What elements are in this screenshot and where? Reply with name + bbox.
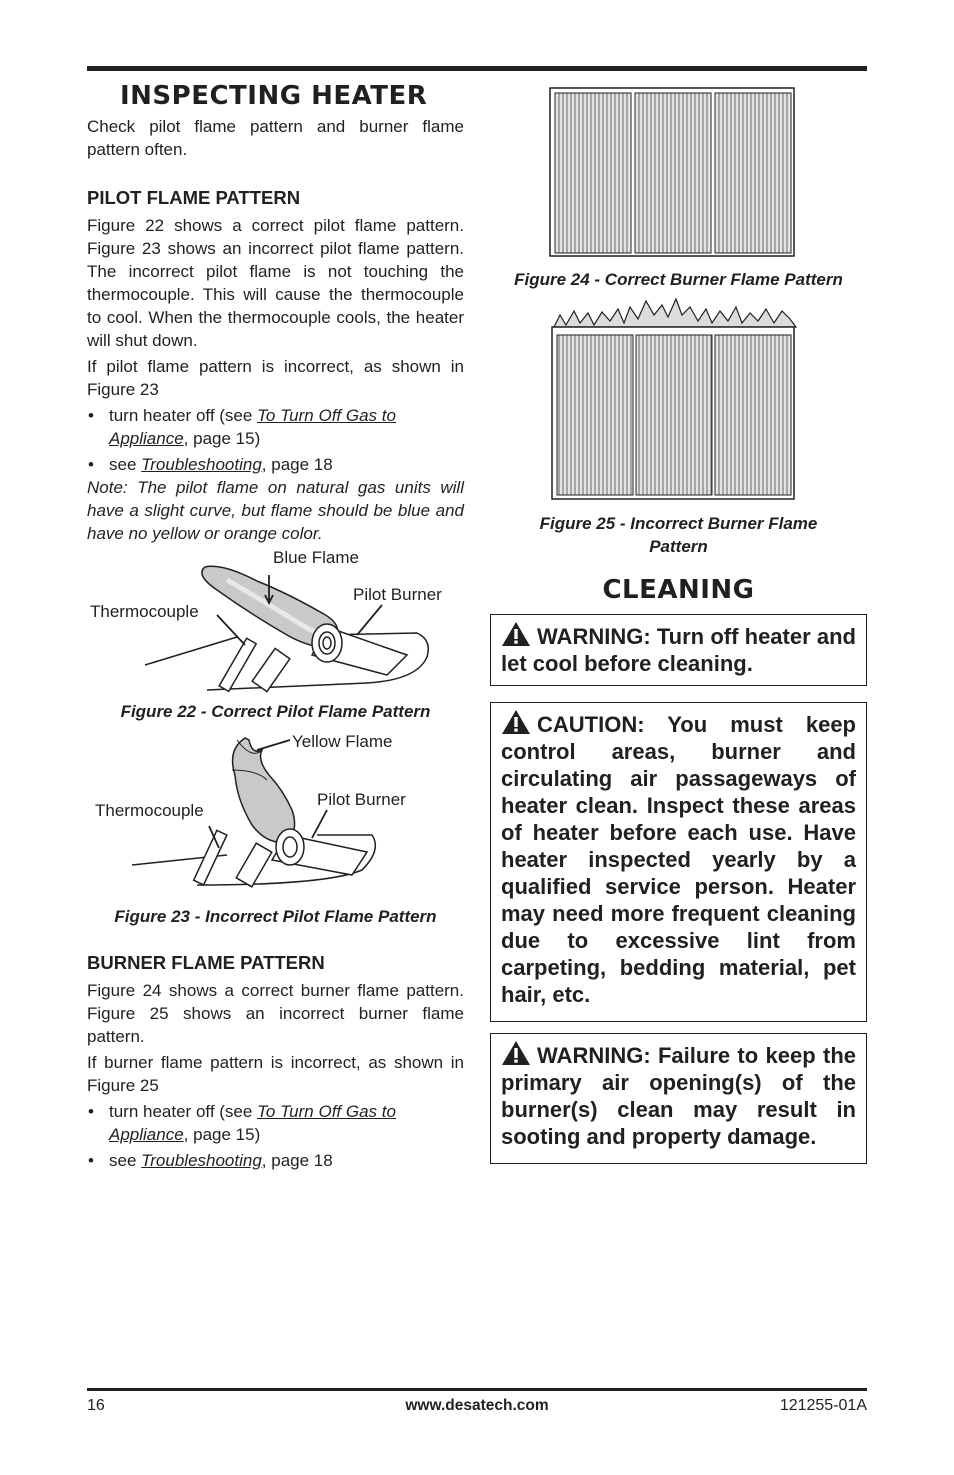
burner-paragraph-2: If burner flame pattern is incorrect, as shown in Figure 25 (87, 1053, 464, 1095)
warning-triangle-icon (501, 621, 531, 647)
bullet-dot: • (88, 406, 94, 425)
pilot-burner-label: Pilot Burner (353, 585, 442, 604)
figure-23-caption: Figure 23 - Incorrect Pilot Flame Pattern (114, 907, 437, 926)
burner-paragraph-1: Figure 24 shows a correct burner flame pattern. Figure 25 shows an incorrect burner flame pattern. (87, 981, 464, 1046)
bullet-text (109, 453, 333, 476)
pilot-flame-correct-illustration (87, 545, 464, 695)
top-rule (87, 66, 867, 71)
burner-bullet-1 (87, 1100, 464, 1146)
bullet-text (109, 404, 464, 450)
bullet-text (109, 1149, 333, 1172)
bullet-dot: • (88, 1102, 94, 1121)
warning-triangle-icon (501, 1040, 531, 1066)
pilot-note: Note: The pilot flame on natural gas units will have a slight curve, but flame should be blue and have no yellow or orange color. (87, 478, 464, 543)
thermocouple-label: Thermocouple (90, 602, 199, 621)
thermocouple-label: Thermocouple (95, 801, 204, 820)
burner-flame-heading: BURNER FLAME PATTERN (87, 952, 325, 973)
cleaning-title: CLEANING (602, 575, 755, 605)
blue-flame-label: Blue Flame (273, 548, 359, 567)
warning-triangle-icon (501, 709, 531, 735)
burner-section (87, 951, 464, 1172)
bullet-text-post: , page 18 (261, 1151, 333, 1170)
pilot-burner-label: Pilot Burner (317, 790, 406, 809)
page-number: 16 (87, 1397, 105, 1414)
warning-sooting-box (490, 1033, 867, 1164)
caution-text: CAUTION: You must keep control areas, burner and circulating air passageways of heater clean. Inspect these areas of heater before each use. Have heater inspected yearly by a qualified service person. Heater may need more frequent cleaning due to excessive lint from carpeting, bedding material, pet hair, etc. (501, 712, 856, 1007)
figure-24-caption: Figure 24 - Correct Burner Flame Pattern (514, 270, 843, 289)
bullet-text-post: , page 18 (261, 455, 333, 474)
warning-sooting-text: WARNING: Failure to keep the primary air opening(s) of the burner(s) clean may result in sooting and property damage. (501, 1043, 856, 1149)
bullet-text-pre: turn heater off (see (109, 406, 258, 425)
website-link[interactable]: www.desatech.com (405, 1397, 549, 1414)
pilot-paragraph-1: Figure 22 shows a correct pilot flame pattern. Figure 23 shows an incorrect pilot flame pattern. The incorrect pilot flame is not touching the thermocouple. This will cause the thermocouple to cool. When the thermocouple cools, the heater will shut down. (87, 216, 464, 350)
burner-correct-illustration (490, 85, 867, 260)
troubleshooting-link[interactable]: Troubleshooting (141, 1151, 262, 1170)
document-number: 121255-01A (779, 1397, 867, 1414)
turn-off-gas-link[interactable]: To Turn Off Gas to Appliance (109, 406, 396, 448)
bullet-dot: • (88, 1151, 94, 1170)
warning-turn-off-text: WARNING: Turn off heater and let cool before cleaning. (501, 624, 856, 676)
bullet-text-post: , page 15) (183, 429, 261, 448)
bullet-text-pre: see (109, 1151, 142, 1170)
figure-22 (87, 545, 464, 730)
troubleshooting-link[interactable]: Troubleshooting (141, 455, 262, 474)
pilot-flame-incorrect-illustration (87, 730, 464, 895)
figure-23 (87, 730, 464, 930)
turn-off-gas-link[interactable]: To Turn Off Gas to Appliance (109, 1102, 396, 1144)
bullet-text-pre: see (109, 455, 142, 474)
bullet-text-post: , page 15) (183, 1125, 261, 1144)
figure-24 (490, 85, 867, 295)
yellow-flame-label: Yellow Flame (292, 732, 393, 751)
figure-25 (490, 297, 867, 562)
bullet-dot: • (88, 455, 94, 474)
bottom-rule (87, 1388, 867, 1391)
caution-box (490, 702, 867, 1022)
bullet-text-pre: turn heater off (see (109, 1102, 258, 1121)
left-column (87, 80, 464, 545)
figure-22-caption: Figure 22 - Correct Pilot Flame Pattern (120, 702, 431, 721)
pilot-paragraph-2: If pilot flame pattern is incorrect, as shown in Figure 23 (87, 357, 464, 399)
pilot-bullet-2 (87, 453, 464, 476)
bullet-text (109, 1100, 464, 1146)
burner-incorrect-illustration (490, 297, 867, 507)
warning-turn-off-box (490, 614, 867, 686)
figure-25-caption: Figure 25 - Incorrect Burner Flame Pattern (539, 514, 818, 556)
pilot-flame-heading: PILOT FLAME PATTERN (87, 187, 301, 208)
inspecting-heater-title: INSPECTING HEATER (120, 81, 428, 111)
pilot-bullet-1 (87, 404, 464, 450)
inspecting-intro: Check pilot flame pattern and burner flame pattern often. (87, 117, 464, 159)
burner-bullet-2 (87, 1149, 464, 1172)
